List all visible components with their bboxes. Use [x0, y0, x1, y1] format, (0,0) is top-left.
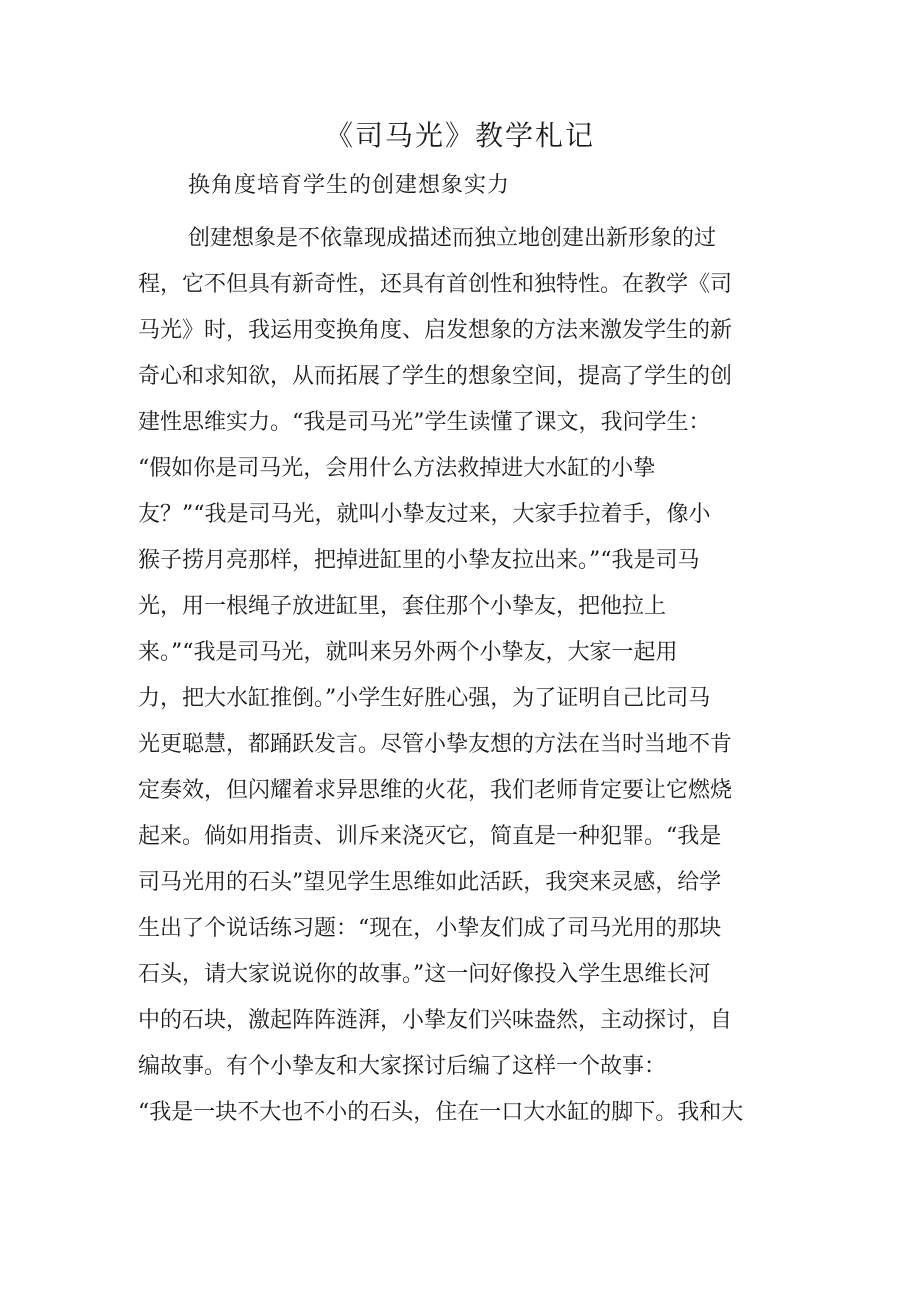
body-line: 光，用一根绳子放进缸里，套住那个小挚友，把他拉上	[138, 594, 667, 619]
body-line: 马光》时，我运用变换角度、启发想象的方法来激发学生的新	[138, 318, 733, 343]
body-line: 起来。倘如用指责、训斥来浇灭它，简直是一种犯罪。“我是	[138, 824, 722, 849]
body-line: 创建想象是不依靠现成描述而独立地创建出新形象的过	[188, 226, 717, 251]
document-subtitle: 换角度培育学生的创建想象实力	[188, 173, 511, 198]
document-title: 《司马光》教学札记	[324, 119, 595, 152]
body-line: 力，把大水缸推倒。”小学生好胜心强，为了证明自己比司马	[138, 686, 711, 711]
body-line: 司马光用的石头”望见学生思维如此活跃，我突来灵感，给学	[138, 870, 722, 895]
body-line: 奇心和求知欲，从而拓展了学生的想象空间，提高了学生的创	[138, 364, 733, 389]
body-line: “假如你是司马光，会用什么方法救掉进大水缸的小挚	[138, 456, 656, 481]
body-line: 程，它不但具有新奇性，还具有首创性和独特性。在教学《司	[138, 272, 733, 297]
body-line: 编故事。有个小挚友和大家探讨后编了这样一个故事：	[138, 1054, 667, 1079]
body-line: 建性思维实力。“我是司马光”学生读懂了课文，我问学生：	[138, 410, 711, 435]
body-line: 光更聪慧，都踊跃发言。尽管小挚友想的方法在当时当地不肯	[138, 732, 733, 757]
body-line: 友？”“我是司马光，就叫小挚友过来，大家手拉着手，像小	[138, 502, 711, 527]
body-line: “我是一块不大也不小的石头，住在一口大水缸的脚下。我和大	[138, 1100, 744, 1125]
body-line: 中的石块，激起阵阵涟湃，小挚友们兴味盎然，主动探讨，自	[138, 1008, 733, 1033]
body-line: 猴子捞月亮那样，把掉进缸里的小挚友拉出来。”“我是司马	[138, 548, 700, 573]
body-line: 生出了个说话练习题：“现在，小挚友们成了司马光用的那块	[138, 916, 722, 941]
body-line: 来。”“我是司马光，就叫来另外两个小挚友，大家一起用	[138, 640, 678, 665]
body-line: 石头，请大家说说你的故事。”这一问好像投入学生思维长河	[138, 962, 711, 987]
body-line: 定奏效，但闪耀着求异思维的火花，我们老师肯定要让它燃烧	[138, 778, 733, 803]
